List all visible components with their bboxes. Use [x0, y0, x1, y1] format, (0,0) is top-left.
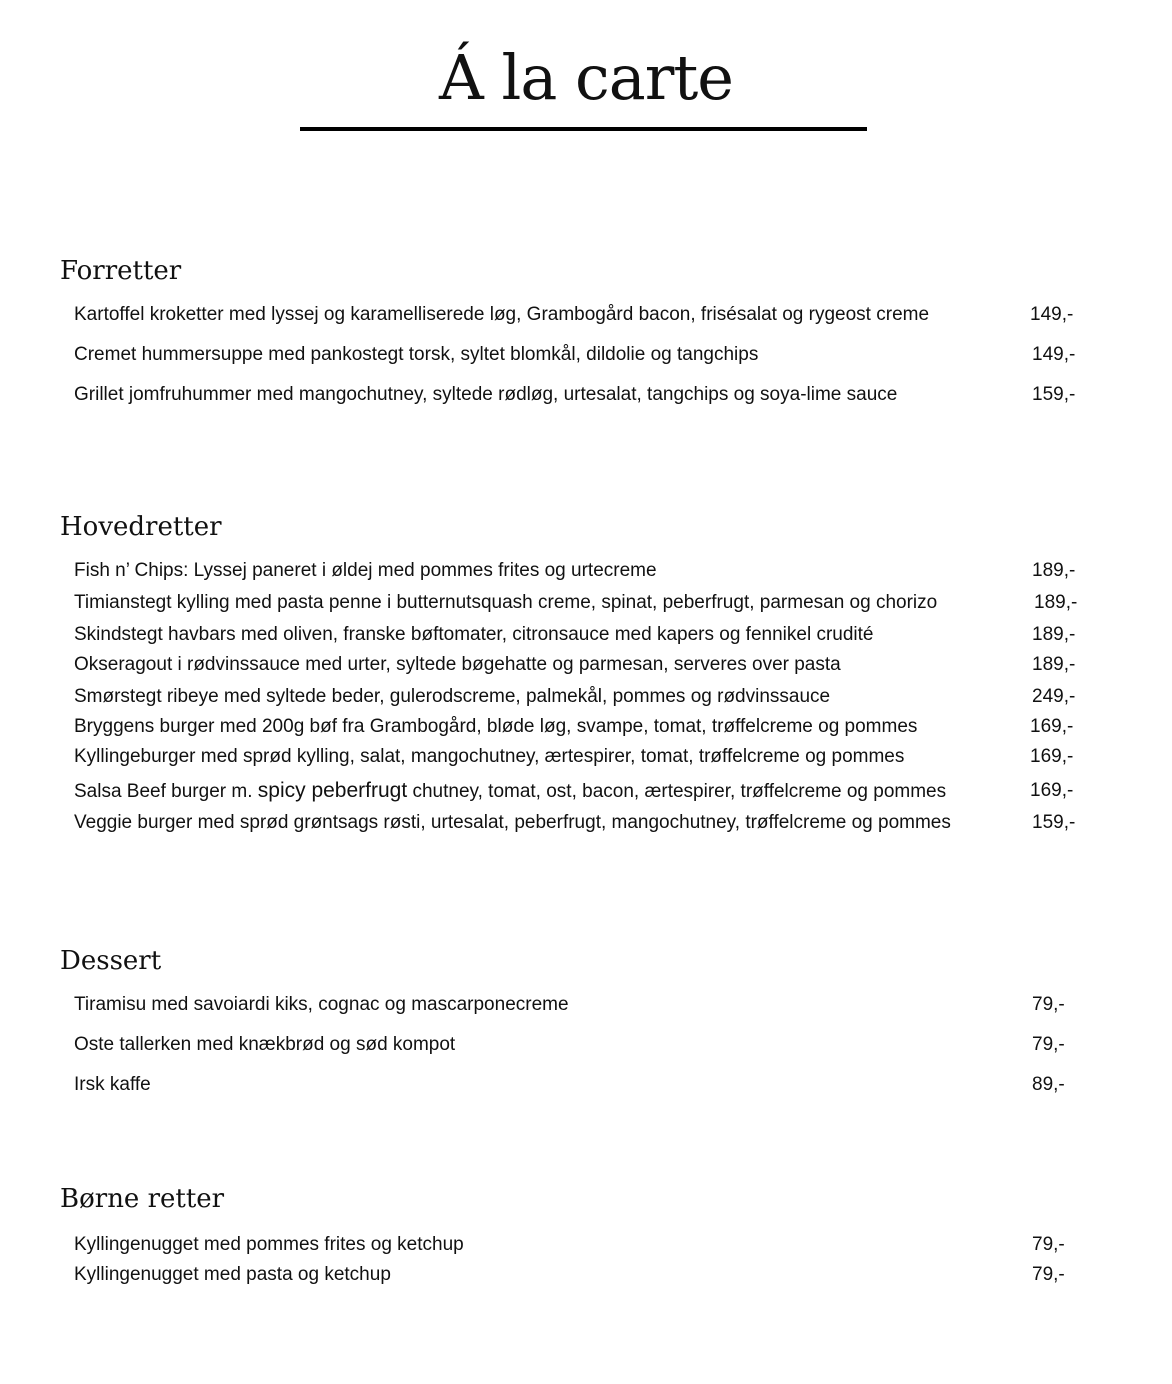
menu-item-price: 169,-	[1030, 780, 1074, 801]
menu-item-description: Oste tallerken med knækbrød og sød kompot	[74, 1034, 456, 1055]
menu-item	[74, 992, 1104, 1018]
menu-item-description	[74, 778, 946, 805]
menu-item-description: Okseragout i rødvinssauce med urter, syltede bøgehatte og parmesan, serveres over pasta	[74, 654, 841, 675]
menu-item-description: Irsk kaffe	[74, 1074, 151, 1095]
menu-item-price: 189,-	[1034, 592, 1078, 613]
menu-item-price: 159,-	[1032, 812, 1076, 833]
menu-item-price: 169,-	[1030, 716, 1074, 737]
menu-item	[74, 590, 1104, 616]
menu-item-description-part: chutney, tomat, ost, bacon, ærtespirer, trøffelcreme og pommes	[412, 781, 947, 802]
menu-item	[74, 652, 1104, 678]
menu-item	[74, 1032, 1104, 1058]
menu-item-price: 79,-	[1032, 994, 1065, 1015]
menu-item-description: Timianstegt kylling med pasta penne i butternutsquash creme, spinat, peberfrugt, parmesan og chorizo	[74, 592, 938, 613]
menu-item-description: Kyllingenugget med pommes frites og ketchup	[74, 1234, 464, 1255]
section-title-hovedretter: Hovedretter	[60, 512, 222, 542]
menu-item	[74, 714, 1104, 740]
menu-item-price: 189,-	[1032, 624, 1076, 645]
section-title-dessert: Dessert	[60, 946, 162, 976]
menu-item	[74, 744, 1104, 770]
menu-item	[74, 382, 1104, 408]
menu-item-description: Skindstegt havbars med oliven, franske bøftomater, citronsauce med kapers og fennikel crudité	[74, 624, 874, 645]
menu-item-description: Veggie burger med sprød grøntsags røsti, urtesalat, peberfrugt, mangochutney, trøffelcreme og pommes	[74, 812, 951, 833]
menu-item	[74, 302, 1104, 328]
page-title: Á la carte	[439, 41, 733, 114]
menu-item	[74, 778, 1104, 804]
menu-item-price: 249,-	[1032, 686, 1076, 707]
menu-item	[74, 684, 1104, 710]
menu-item-description-emphasis: spicy peberfrugt	[257, 779, 408, 802]
menu-item-description-part: Salsa Beef burger m.	[74, 781, 253, 802]
menu-item	[74, 342, 1104, 368]
menu-item-price: 79,-	[1032, 1034, 1065, 1055]
menu-item-description: Fish n’ Chips: Lyssej paneret i øldej med pommes frites og urtecreme	[74, 560, 657, 581]
menu-item	[74, 622, 1104, 648]
menu-item	[74, 1232, 1104, 1258]
menu-item-description: Grillet jomfruhummer med mangochutney, syltede rødløg, urtesalat, tangchips og soya-lime sauce	[74, 384, 898, 405]
title-underline	[300, 127, 867, 131]
menu-item-price: 189,-	[1032, 654, 1076, 675]
menu-item-description: Kyllingenugget med pasta og ketchup	[74, 1264, 391, 1285]
menu-item	[74, 558, 1104, 584]
menu-item-description: Kartoffel kroketter med lyssej og karamelliserede løg, Grambogård bacon, frisésalat og rygeost creme	[74, 304, 930, 325]
section-title-forretter: Forretter	[60, 256, 182, 286]
menu-item-price: 89,-	[1032, 1074, 1065, 1095]
menu-item-price: 149,-	[1032, 344, 1076, 365]
menu-item-description: Cremet hummersuppe med pankostegt torsk, syltet blomkål, dildolie og tangchips	[74, 344, 759, 365]
menu-item-price: 149,-	[1030, 304, 1074, 325]
menu-item-description: Smørstegt ribeye med syltede beder, gulerodscreme, palmekål, pommes og rødvinssauce	[74, 686, 831, 707]
menu-item-description: Tiramisu med savoiardi kiks, cognac og mascarponecreme	[74, 994, 569, 1015]
menu-item-description: Bryggens burger med 200g bøf fra Grambogård, bløde løg, svampe, tomat, trøffelcreme og pommes	[74, 716, 918, 737]
menu-item-price: 159,-	[1032, 384, 1076, 405]
menu-item-price: 189,-	[1032, 560, 1076, 581]
section-title-borne-retter: Børne retter	[60, 1184, 225, 1214]
menu-item-description: Kyllingeburger med sprød kylling, salat, mangochutney, ærtespirer, tomat, trøffelcreme og pommes	[74, 746, 905, 767]
menu-item-price: 79,-	[1032, 1264, 1065, 1285]
menu-item	[74, 810, 1104, 836]
menu-item	[74, 1072, 1104, 1098]
menu-item-price: 79,-	[1032, 1234, 1065, 1255]
menu-item	[74, 1262, 1104, 1288]
menu-item-price: 169,-	[1030, 746, 1074, 767]
